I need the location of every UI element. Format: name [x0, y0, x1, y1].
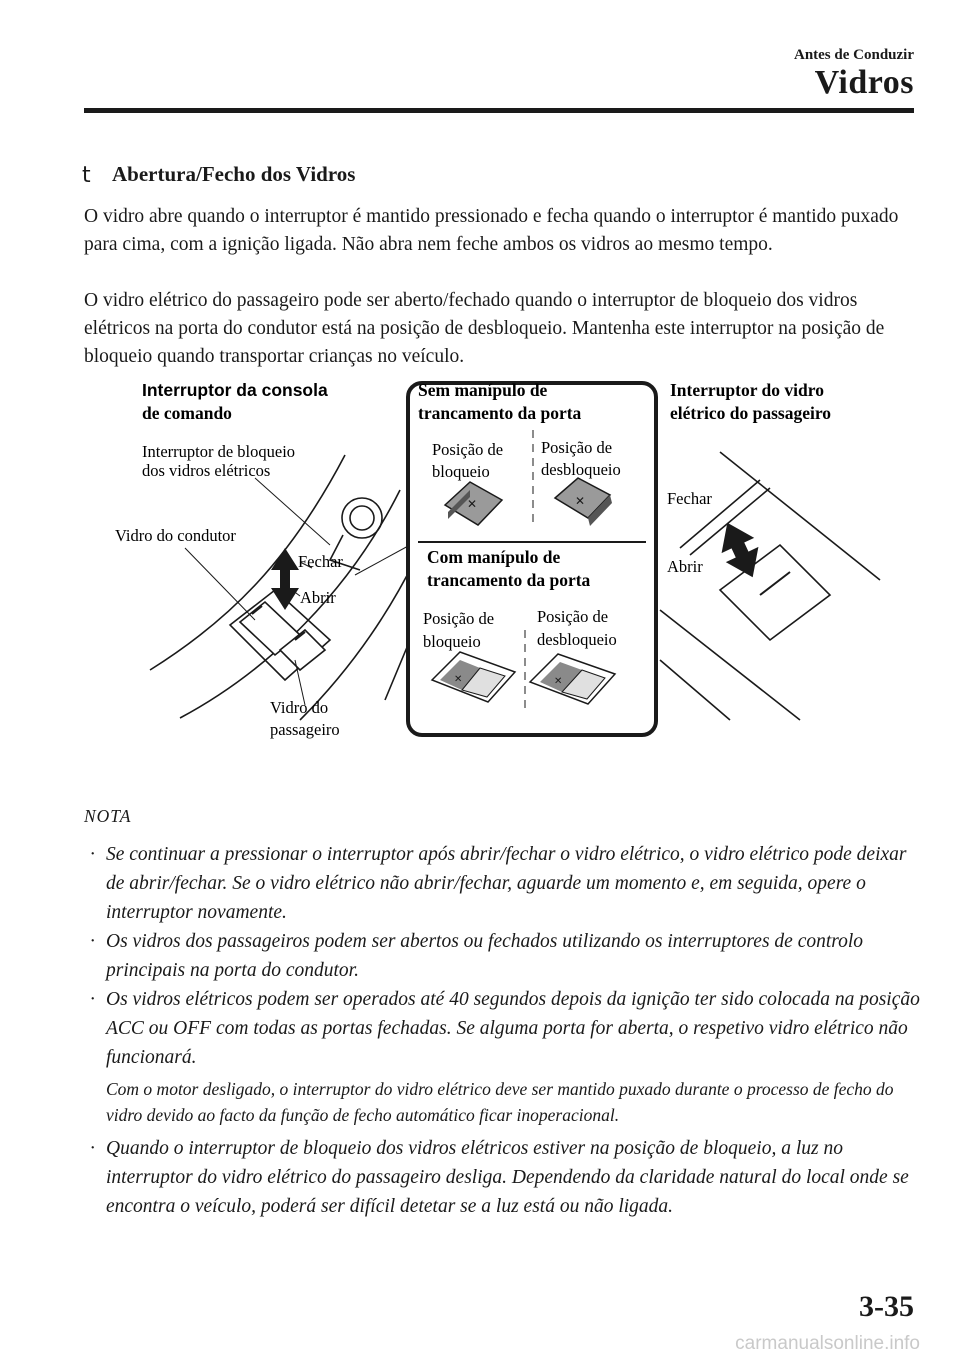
with-handle-unlock-pos-line2: desbloqueio: [537, 630, 617, 649]
no-handle-title-line2: trancamento da porta: [418, 403, 582, 423]
console-title-line2: de comando: [142, 403, 232, 423]
console-title-line1: Interruptor da consola: [142, 380, 328, 400]
note-list: [84, 840, 920, 1221]
passenger-open-label: Abrir: [667, 557, 703, 576]
page-title: Vidros: [814, 64, 914, 101]
note-text: Se continuar a pressionar o interruptor após abrir/fechar o vidro elétrico, o vidro elétrico pode deixar de abrir/fechar. Se o vidro elétrico não abrir/fechar, aguarde um momento e, em seguida, opere o interruptor novamente.: [106, 844, 907, 923]
no-handle-unlock-pos-line1: Posição de: [541, 438, 613, 457]
note-heading: NOTA: [84, 806, 132, 826]
chapter-title: Antes de Conduzir: [793, 47, 914, 63]
watermark: carmanualsonline.info: [735, 1333, 920, 1354]
note-text: Os vidros dos passageiros podem ser abertos ou fechados utilizando os interruptores de controlo principais na porta do condutor.: [106, 931, 864, 981]
passenger-switch-title-line2: elétrico do passageiro: [670, 403, 832, 423]
svg-text:✕: ✕: [467, 497, 478, 511]
driver-close-label: Fechar: [298, 552, 343, 571]
bullet-icon: ·: [90, 1138, 95, 1159]
passenger-window-label-line2: passageiro: [270, 720, 340, 739]
driver-open-label: Abrir: [300, 588, 336, 607]
note-item-3: [84, 985, 920, 1072]
lock-switch-label-line1: Interruptor de bloqueio: [142, 442, 296, 461]
window-switch-figure: [0, 370, 960, 770]
no-handle-lock-pos-line2: bloqueio: [432, 462, 490, 481]
passenger-window-label-line1: Vidro do: [270, 698, 329, 717]
no-handle-title-line1: Sem manípulo de: [418, 380, 548, 400]
note-text: Quando o interruptor de bloqueio dos vidros elétricos estiver na posição de bloqueio, a luz no interruptor do vidro elétrico do passageiro desliga. Dependendo da claridade natural do local onde se encontra o veículo, poderá ser difícil detetar se a luz está ou não ligada.: [106, 1138, 909, 1217]
bullet-icon: ·: [90, 931, 95, 952]
section-title: Abertura/Fecho dos Vidros: [112, 162, 356, 186]
note-item-1: [84, 840, 920, 927]
page-number: 3-35: [859, 1290, 914, 1323]
leader-lines: [185, 478, 410, 705]
driver-window-label: Vidro do condutor: [115, 526, 236, 545]
driver-arrow-icon: [271, 548, 299, 610]
with-handle-unlock-pos-line1: Posição de: [537, 607, 609, 626]
no-handle-lock-pos-line1: Posição de: [432, 440, 504, 459]
svg-text:✕: ✕: [554, 676, 563, 687]
header-rule: [84, 108, 914, 113]
with-handle-title-line1: Com manípulo de: [427, 547, 561, 567]
bullet-icon: ·: [90, 989, 95, 1010]
with-handle-title-line2: trancamento da porta: [427, 570, 591, 590]
svg-text:✕: ✕: [454, 674, 463, 685]
passenger-close-label: Fechar: [667, 489, 712, 508]
note-item-4: [84, 1134, 920, 1221]
svg-text:✕: ✕: [575, 494, 586, 508]
paragraph-2: O vidro elétrico do passageiro pode ser aberto/fechado quando o interruptor de bloqueio dos vidros elétricos na porta do condutor está na posição de desbloqueio. Mantenha este interruptor na posição de bloqueio quando transportar crianças no veículo.: [84, 290, 885, 367]
paragraph-1: O vidro abre quando o interruptor é mantido pressionado e fecha quando o interruptor é mantido puxado para cima, com a ignição ligada. Não abra nem feche ambos os vidros ao mesmo tempo.: [84, 206, 899, 255]
no-handle-unlock-pos-line2: desbloqueio: [541, 460, 621, 479]
with-handle-lock-pos-line1: Posição de: [423, 609, 495, 628]
note-item-2: [84, 927, 920, 985]
note-text: Os vidros elétricos podem ser operados até 40 segundos depois da ignição ter sido colocada na posição ACC ou OFF com todas as portas fechadas. Se alguma porta for aberta, o respetivo vidro elétrico não funcionará.: [106, 989, 920, 1068]
section-marker-icon: t: [82, 163, 91, 188]
lock-switch-label-line2: dos vidros elétricos: [142, 461, 271, 480]
passenger-switch-title-line1: Interruptor do vidro: [670, 380, 824, 400]
bullet-icon: ·: [90, 844, 95, 865]
note-subnote: Com o motor desligado, o interruptor do vidro elétrico deve ser mantido puxado durante o processo de fecho do vidro devido ao facto da função de fecho automático ficar inoperacional.: [106, 1079, 894, 1125]
with-handle-lock-pos-line2: bloqueio: [423, 632, 481, 651]
